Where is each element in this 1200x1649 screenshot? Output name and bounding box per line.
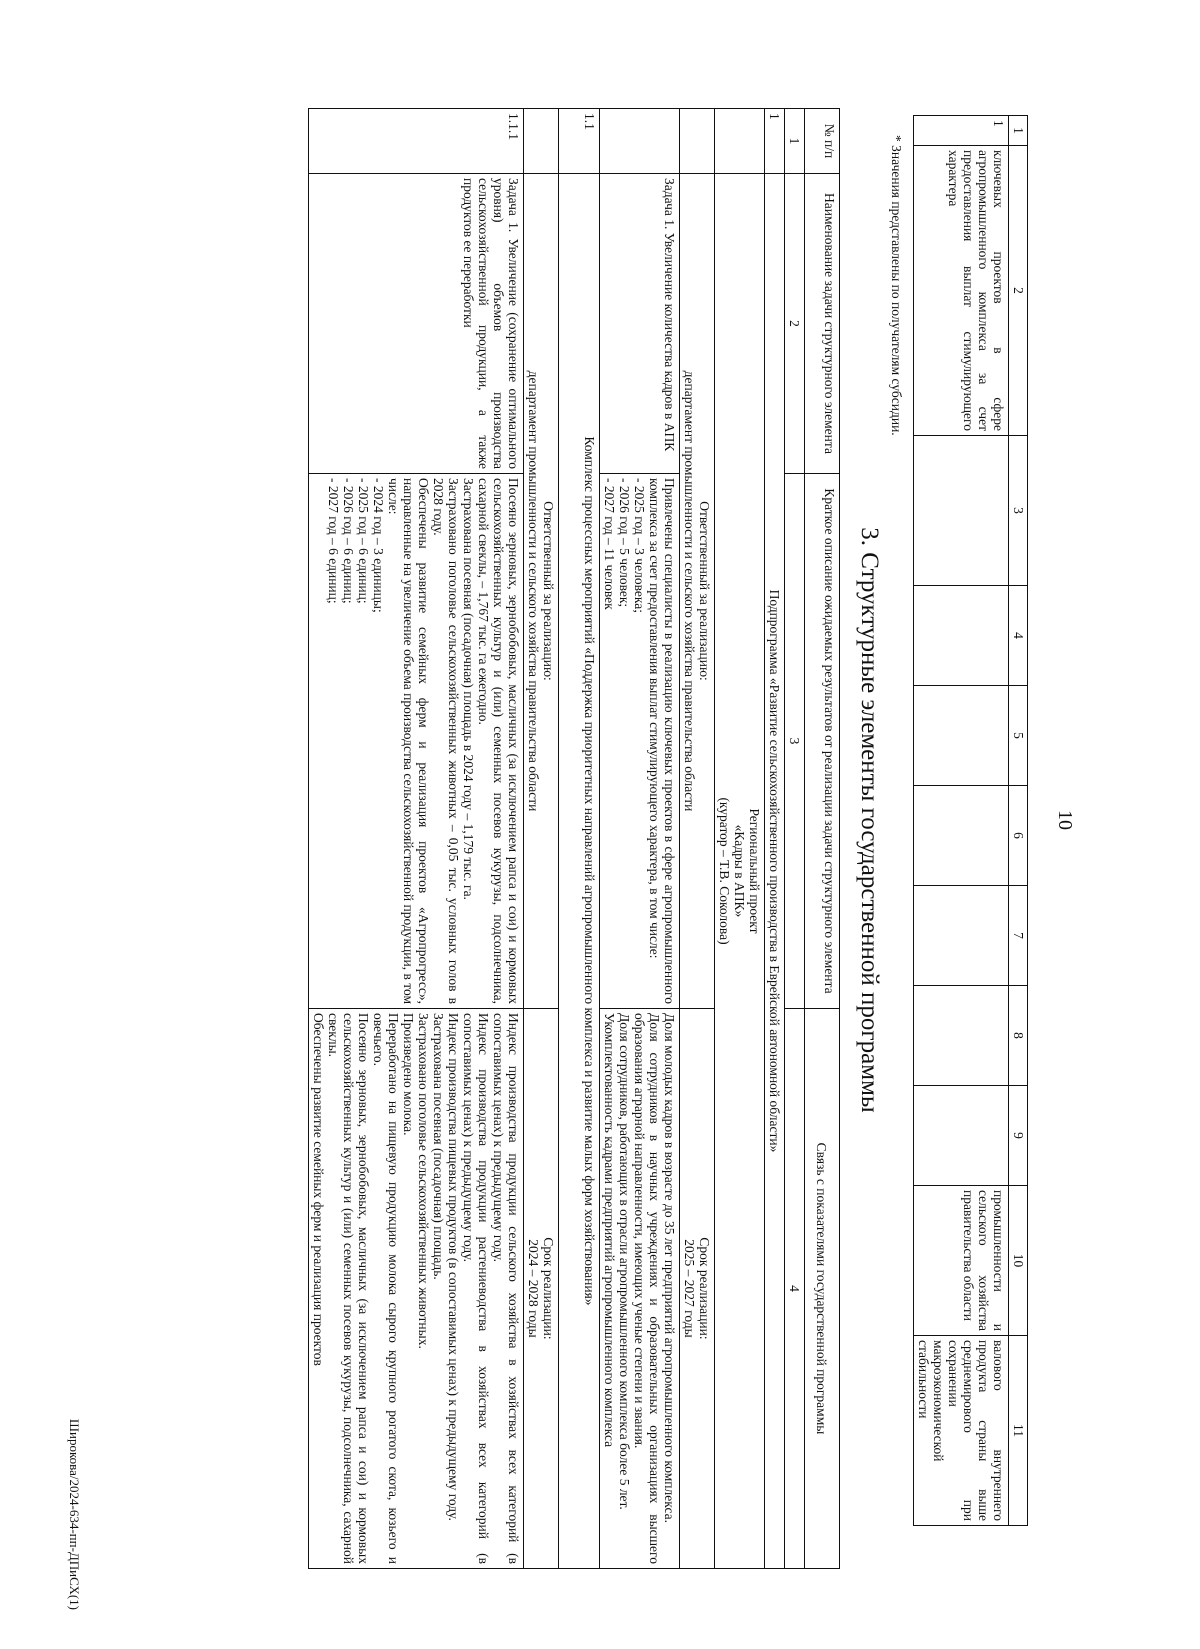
description-item: Обеспечены развитие семейных ферм и реализация проектов «Агропрогресс», направленные на увеличение объема производства сельскохозяйственной продукции, в том числе:	[386, 478, 431, 1004]
responsible-label: Ответственный за реализацию:	[697, 501, 712, 681]
indicator-name: ключевых проектов в сфере агропромышленного комплекса за счет предоставления выплат стимулирующего характера	[914, 146, 1009, 436]
col-number: 3	[785, 474, 805, 1009]
description-item: - 2027 год – 6 единиц;	[326, 478, 341, 604]
task-row	[600, 109, 680, 1569]
responsible-name: департамент промышленности и сельского хозяйства правительства области	[526, 370, 541, 812]
task-row	[309, 109, 524, 1569]
col-number: 2	[1009, 146, 1028, 436]
task-links	[309, 1009, 524, 1569]
complex-num: 1.1	[559, 109, 600, 174]
complex-title: Комплекс процессных мероприятий «Поддержка приоритетных направлений агропромышленного комплекса и развитие малых форм хозяйствования»	[559, 174, 600, 1569]
regional-project	[715, 174, 765, 1569]
col-number: 3	[1009, 436, 1028, 586]
description-item: - 2027 год – 11 человек	[602, 478, 617, 610]
empty-cell	[914, 786, 1009, 886]
empty-cell	[914, 586, 1009, 686]
task-name: Задача 1. Увеличение количества кадров в АПК	[600, 174, 680, 474]
regional-project-name: «Кадры в АПК»	[732, 824, 747, 918]
empty-cell	[914, 436, 1009, 586]
header-link: Связь с показателями государственной программы	[805, 1009, 840, 1569]
regional-project-label: Региональный проект	[747, 808, 762, 934]
indicators-table-continuation	[913, 115, 1028, 1526]
link-item: Доля сотрудников в научных учреждениях и образовательных организациях высшего образования аграрной направленности, имеющих ученые степени и звания.	[632, 1013, 662, 1564]
description-item: Застрахована посевная (посадочная) площадь в 2024 году – 1,179 тыс. га.	[461, 478, 476, 900]
task-description	[309, 474, 524, 1009]
link-item: Индекс производства продукции сельского хозяйства в хозяйствах всех категорий (в сопоставимых ценах) к предыдущему году.	[491, 1013, 521, 1564]
subprogram-title: Подпрограмма «Развитие сельскохозяйственного производства в Еврейской автономной области»	[765, 174, 785, 1569]
responsible-cell	[680, 174, 715, 1009]
description-item: Застраховано поголовье сельскохозяйственных животных – 0,05 тыс. условных голов в 2028 году.	[431, 478, 461, 1004]
empty-cell	[914, 686, 1009, 786]
header-description: Краткое описание ожидаемых результатов от реализации задачи структурного элемента	[805, 474, 840, 1009]
empty-cell	[600, 109, 680, 174]
col-number: 7	[1009, 886, 1028, 986]
link-item: Индекс производства пищевых продуктов (в сопоставимых ценах) к предыдущему году.	[446, 1013, 461, 1521]
term-value: 2024 – 2028 годы	[526, 1239, 541, 1338]
col-number: 4	[785, 1009, 805, 1569]
col-number: 8	[1009, 986, 1028, 1086]
link-item: Индекс производства продукции растениеводства в хозяйствах всех категорий (в сопоставимых ценах) к предыдущему году.	[461, 1013, 491, 1564]
empty-cell	[524, 109, 559, 174]
col-number: 5	[1009, 686, 1028, 786]
link-item: Произведено молока.	[401, 1013, 416, 1136]
link-item: Застрахована посевная (посадочная) площадь.	[431, 1013, 446, 1280]
col-number: 2	[785, 174, 805, 474]
regional-project-curator: (куратор – Т.В. Соколова)	[717, 797, 732, 945]
link-item: Застраховано поголовье сельскохозяйственных животных.	[416, 1013, 431, 1349]
col-number: 4	[1009, 586, 1028, 686]
description-item: Посеяно зерновых, зернобобовых, масличных (за исключением рапса и сои) и кормовых сельскохозяйственных культур и (или) семенных посевов кукурузы, подсолнечника, сахарной свеклы, – 1,767 тыс. га ежегодно.	[476, 478, 521, 1004]
description-intro: Привлечены специалисты в реализацию ключевых проектов в сфере агропромышленного комплекса за счет предоставления выплат стимулирующего характера, в том числе:	[647, 478, 677, 1004]
complex-row	[559, 109, 600, 1569]
col-number: 9	[1009, 1086, 1028, 1186]
task-num: 1.1.1	[309, 109, 524, 174]
footnote: * Значения представлены по получателям субсидии.	[889, 135, 904, 436]
subprogram-row	[765, 109, 785, 1569]
empty-cell	[914, 1086, 1009, 1186]
page-number: 10	[1054, 810, 1076, 830]
row-number: 1	[914, 116, 1009, 146]
empty-cell	[914, 886, 1009, 986]
column-number-row	[1009, 116, 1028, 1526]
col-number: 11	[1009, 1336, 1028, 1526]
subprogram-num: 1	[765, 109, 785, 174]
responsible-label: Ответственный за реализацию:	[541, 501, 556, 681]
column-number-row	[785, 109, 805, 1569]
term-cell	[680, 1009, 715, 1569]
description-item: - 2025 год – 3 человека;	[632, 478, 647, 613]
col-number: 1	[785, 109, 805, 174]
header-row	[805, 109, 840, 1569]
empty-cell	[914, 986, 1009, 1086]
linked-indicator-cell: валового внутреннего продукта страны выше среднемирового при сохранении макроэкономической стабильности	[914, 1336, 1009, 1526]
task-name: Задача 1. Увеличение (сохранение оптимального уровня) объемов производства сельскохозяйственной продукции, а также продуктов ее переработки	[309, 174, 524, 474]
link-item: Посеяно зерновых, зернобобовых, масличных (за исключением рапса и сои) и кормовых сельскохозяйственных культур и (или) семенных посевов кукурузы, подсолнечника, сахарной свеклы.	[326, 1013, 371, 1564]
description-item: - 2026 год – 6 единиц;	[341, 478, 356, 604]
responsible-cell	[524, 174, 559, 1009]
link-item: Доля сотрудников, работающих в отрасли агропромышленного комплекса более 5 лет.	[617, 1013, 632, 1510]
col-number: 6	[1009, 786, 1028, 886]
term-label: Срок реализации:	[697, 1237, 712, 1340]
term-value: 2025 – 2027 годы	[682, 1239, 697, 1338]
header-num: № п/п	[805, 109, 840, 174]
responsible-row	[680, 109, 715, 1569]
task-description	[600, 474, 680, 1009]
col-number: 1	[1009, 116, 1028, 146]
section-title: 3. Структурные элементы государственной программы	[856, 527, 883, 1113]
responsible-row	[524, 109, 559, 1569]
document-code: Широкова/2024-634-пп-ДПиСХ(1)	[67, 1418, 82, 1610]
empty-cell	[715, 109, 765, 174]
responsible-cell: промышленности и сельского хозяйства правительства области	[914, 1186, 1009, 1336]
link-item: Обеспечены развитие семейных ферм и реализация проектов	[311, 1013, 326, 1366]
description-item: - 2025 год – 6 единиц;	[356, 478, 371, 604]
rotated-document-sheet	[40, 20, 1080, 1620]
empty-cell	[680, 109, 715, 174]
responsible-name: департамент промышленности и сельского хозяйства правительства области	[682, 370, 697, 812]
task-links	[600, 1009, 680, 1569]
structural-elements-table	[308, 108, 840, 1569]
col-number: 10	[1009, 1186, 1028, 1336]
table-row	[914, 116, 1009, 1526]
link-item: Доля молодых кадров в возрасте до 35 лет предприятий агропромышленного комплекса.	[662, 1013, 677, 1523]
regional-project-row	[715, 109, 765, 1569]
description-item: - 2026 год – 5 человек;	[617, 478, 632, 608]
link-item: Переработано на пищевую продукцию молока сырого крупного рогатого скота, козьего и овечьего.	[371, 1013, 401, 1564]
term-label: Срок реализации:	[541, 1237, 556, 1340]
description-item: - 2024 год – 3 единицы;	[371, 478, 386, 613]
link-item: Укомплектованность кадрами предприятий агропромышленного комплекса	[602, 1013, 617, 1448]
term-cell	[524, 1009, 559, 1569]
header-name: Наименование задачи структурного элемента	[805, 174, 840, 474]
